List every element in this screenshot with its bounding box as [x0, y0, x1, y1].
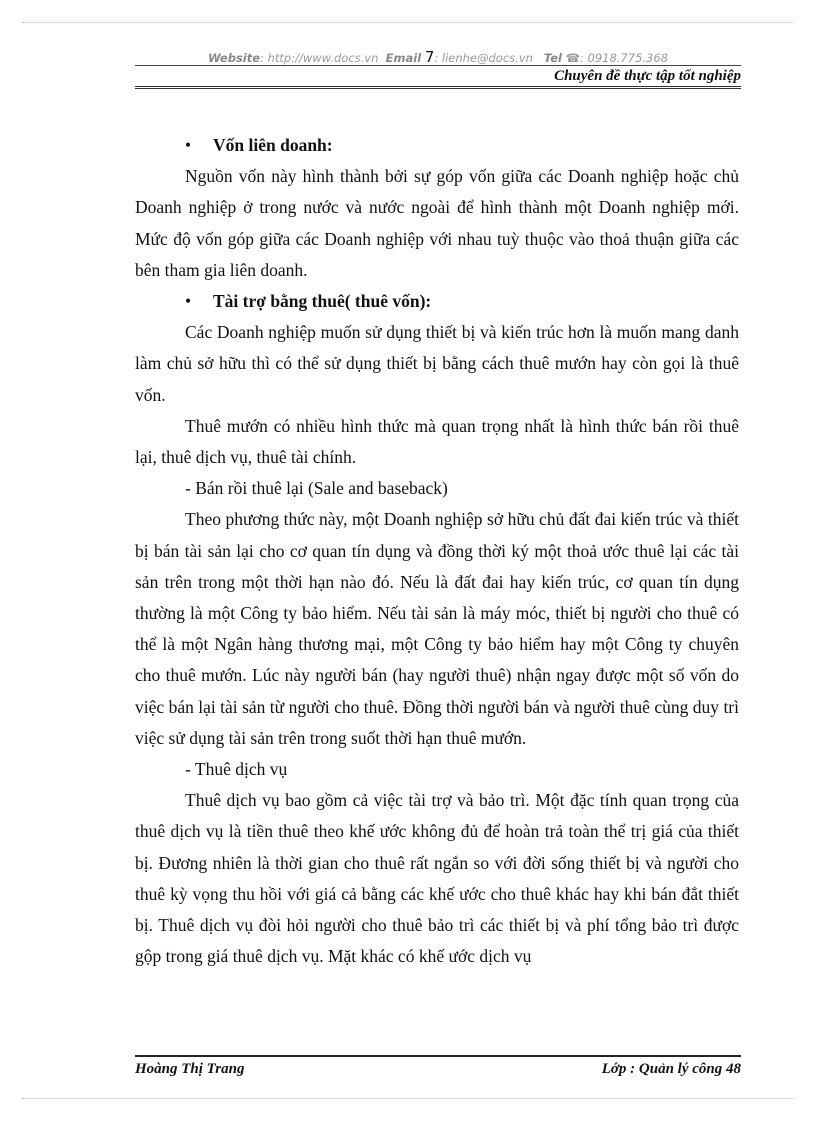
header-title: Chuyên đề thực tập tốt nghiệp: [554, 68, 741, 84]
header-rule: [135, 65, 741, 66]
phone-icon: ☎: [565, 51, 580, 65]
tel-value: : 0918.775.368: [579, 51, 668, 65]
tel-label: Tel: [543, 51, 562, 65]
bullet-heading: [135, 130, 739, 161]
page-number: 7: [424, 48, 435, 66]
email-value: : lienhe@docs.vn: [434, 51, 533, 65]
main-content: [135, 130, 739, 972]
email-label: Email: [385, 51, 422, 65]
bullet-heading-text: Tài trợ bằng thuê( thuê vốn):: [213, 291, 432, 312]
bottom-dotted-border: [22, 1098, 794, 1099]
sub-heading: - Bán rồi thuê lại (Sale and baseback): [185, 478, 448, 499]
paragraph: Thuê mướn có nhiều hình thức mà quan trọng nhất là hình thức bán rồi thuê lại, thuê dịch vụ, thuê tài chính.: [135, 415, 739, 468]
bullet-icon: •: [185, 135, 192, 155]
bullet-icon: •: [185, 291, 192, 312]
footer-class: Lớp : Quản lý công 48: [601, 1061, 741, 1077]
website-label: Website: [207, 51, 261, 65]
top-dotted-border: [22, 22, 794, 23]
header-double-rule: [135, 86, 741, 89]
paragraph: Theo phương thức này, một Doanh nghiệp sở hữu chủ đất đai kiến trúc và thiết bị bán tài sản lại cho cơ quan tín dụng và đồng thời ký một thoả ước thuê lại các tài sản trên trong một thời hạn nào đó. Nếu là đất đai hay kiến trúc, cơ quan tín dụng thường là một Công ty bảo hiểm. Nếu tài sản là máy móc, thiết bị người cho thuê có thể là một Ngân hàng thương mại, một Công ty bảo hiểm hay một Công ty chuyên cho thuê mướn. Lúc này người bán (hay người thuê) nhận ngay được một số vốn do việc bán lại tài sản từ người cho thuê. Đồng thời người bán và người thuê cùng duy trì việc sử dụng tài sản trên trong suốt thời hạn thuê mướn.: [135, 509, 739, 748]
bullet-heading-text: Vốn liên doanh:: [213, 135, 333, 155]
paragraph: Thuê dịch vụ bao gồm cả việc tài trợ và bảo trì. Một đặc tính quan trọng của thuê dịch vụ là tiền thuê theo khế ước không đủ để hoàn trả toàn thể trị giá của thiết bị. Đương nhiên là thời gian cho thuê rất ngắn so với đời sống thiết bị và người cho thuê kỳ vọng thu hồi với giá cả bằng các khế ước cho thuê khác hay khi bán đắt thiết bị. Thuê dịch vụ đòi hỏi người cho thuê bảo trì các thiết bị và phí tổng bảo trì được gộp trong giá thuê dịch vụ. Mặt khác có khế ước dịch vụ: [135, 790, 739, 967]
bullet-heading: [135, 286, 739, 317]
website-line: [135, 48, 741, 66]
website-value: : http://www.docs.vn: [260, 51, 379, 65]
footer-rule: [135, 1055, 741, 1057]
sub-heading: - Thuê dịch vụ: [185, 759, 288, 780]
paragraph: Các Doanh nghiệp muốn sử dụng thiết bị và kiến trúc hơn là muốn mang danh làm chủ sở hữu thì có thể sử dụng thiết bị bằng cách thuê mướn hay còn gọi là thuê vốn.: [135, 322, 739, 405]
paragraph: Nguồn vốn này hình thành bởi sự góp vốn giữa các Doanh nghiệp hoặc chủ Doanh nghiệp ở trong nước và nước ngoài để hình thành một Doanh nghiệp mới. Mức độ vốn góp giữa các Doanh nghiệp với nhau tuỳ thuộc vào thoả thuận giữa các bên tham gia liên doanh.: [135, 166, 739, 280]
footer-author: Hoàng Thị Trang: [135, 1061, 245, 1077]
